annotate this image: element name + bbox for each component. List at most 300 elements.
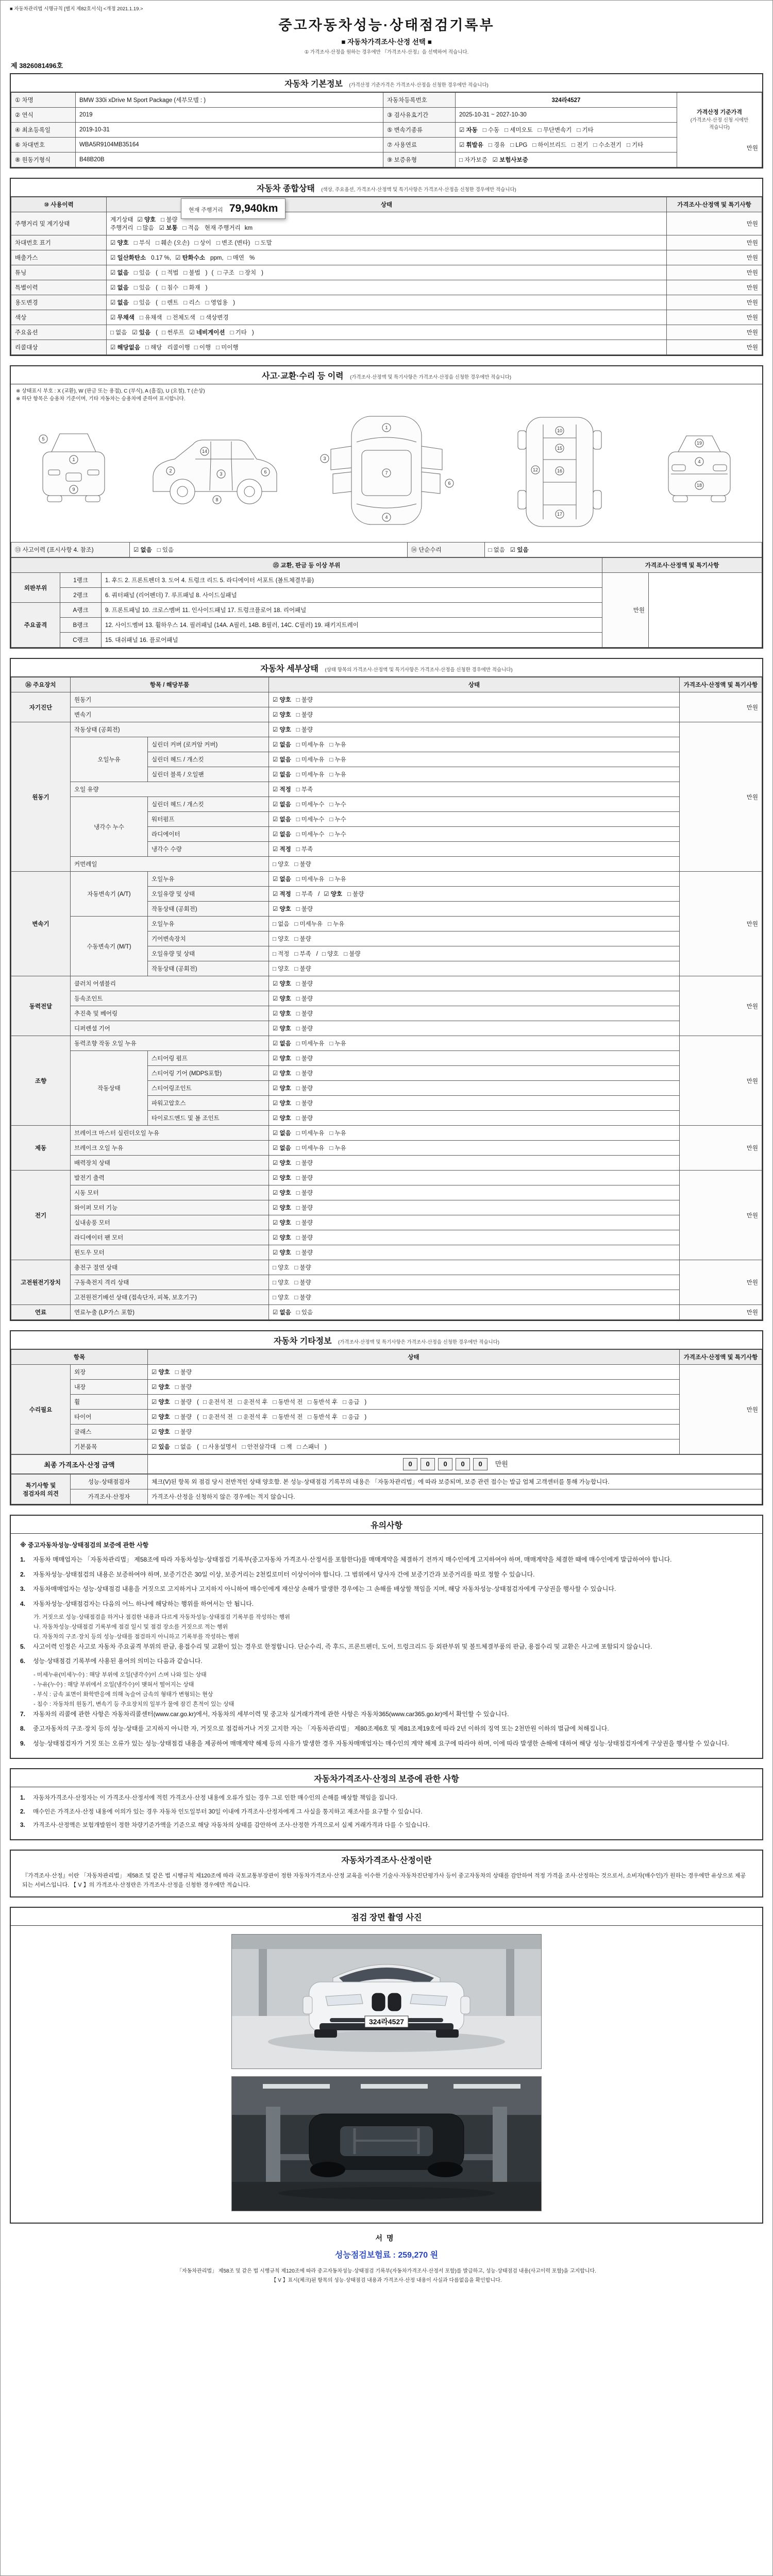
table-row [11,1489,762,1504]
checkbox-checked[interactable]: ☑ 없음 [273,1310,291,1316]
checkbox-unchecked[interactable]: □ 불량 [294,1295,311,1301]
table-row [11,917,762,931]
checkbox-unchecked[interactable]: □ 많음 [137,225,154,231]
table-row [11,1475,762,1489]
checkbox-checked[interactable]: ☑ 있음 [152,1444,170,1450]
opinion-label: 특기사항 및 점검자의 의견 [11,1475,71,1504]
checkbox-unchecked[interactable]: □ 불량 [344,951,361,957]
checkbox-checked[interactable]: ☑ 양호 [273,1115,291,1122]
checkbox-unchecked[interactable]: □ 있음 [133,285,151,291]
checkbox-checked[interactable]: ☑ 양호 [273,697,291,703]
first-reg-value: 2019-10-31 [76,123,383,138]
section-definition [10,1850,763,1897]
checkbox-unchecked[interactable]: □ 해당 [145,345,162,351]
checkbox-unchecked[interactable]: □ 미이행 [216,345,239,351]
checkbox-unchecked[interactable]: □ 미세누유 [296,772,325,778]
checkbox-checked[interactable]: ☑ 양호 [273,1100,291,1107]
notice-list [20,1554,753,1749]
notice-item-text: 성능·상태점검 기록부에 사용된 용어의 의미는 다음과 같습니다. [33,1657,203,1665]
checkbox-unchecked[interactable]: □ 세미오토 [505,127,533,133]
table-header-row [11,1350,762,1365]
checkbox-unchecked[interactable]: □ 미세누유 [296,876,325,883]
checkbox-unchecked[interactable]: □ 경유 [488,142,506,148]
checkbox-checked[interactable]: ☑ 없음 [273,1130,291,1137]
checkbox-checked[interactable]: ☑ 보통 [159,225,178,231]
checkbox-unchecked[interactable]: □ 불량 [294,1265,311,1271]
exchange-parts-table [11,557,762,648]
table-row [11,138,762,152]
checkbox-checked[interactable]: ☑ 양호 [273,1086,291,1092]
state-cell [107,325,667,340]
checkbox-unchecked[interactable]: □ 운전석 전 [203,1414,233,1420]
device-item: 윈도우 모터 [71,1245,269,1260]
checkbox-unchecked[interactable]: □ 장치 [239,270,257,276]
checkbox-unchecked[interactable]: □ 미세누유 [294,921,323,927]
checkbox-unchecked[interactable]: □ 누유 [329,1130,346,1137]
odometer-popup-value: 79,940km [229,202,278,214]
checkbox-unchecked[interactable]: □ 불량 [296,1011,313,1017]
checkbox-unchecked[interactable]: □ 불량 [175,1429,192,1435]
checkbox-unchecked[interactable]: □ 부족 [296,787,313,793]
notice-item [20,1554,753,1565]
svg-text:14: 14 [201,449,207,454]
checkbox-checked[interactable]: ☑ 양호 [152,1414,170,1420]
checkbox-unchecked[interactable]: □ 불량 [296,1250,313,1256]
checkbox-unchecked[interactable]: □ 양호 [273,1295,290,1301]
checkbox-checked[interactable]: ☑ 자동 [459,127,478,133]
checkbox-unchecked[interactable]: □ 불량 [296,1220,313,1226]
checkbox-checked[interactable]: ☑ 양호 [152,1369,170,1376]
checkbox-checked[interactable]: ☑ 양호 [273,1205,291,1211]
checkbox-checked[interactable]: ☑ 양호 [273,727,291,733]
detail-state-body [11,692,762,1320]
price-digit: 0 [421,1458,435,1470]
checkbox-unchecked[interactable]: □ 상이 [194,240,211,246]
checkbox-unchecked[interactable]: □ 누유 [329,757,346,763]
state-cell [107,295,667,310]
fuel-label: ⑦ 사용연료 [383,138,456,152]
checkbox-unchecked[interactable]: □ 미세누유 [296,1145,325,1151]
checkbox-unchecked[interactable]: □ 화재 [183,285,200,291]
checkbox-checked[interactable]: ☑ 양호 [152,1399,170,1405]
checkbox-unchecked[interactable]: □ 동반석 전 [273,1399,303,1405]
checkbox-unchecked[interactable]: □ 양호 [273,861,290,868]
checkbox-checked[interactable]: ☑ 없음 [273,1145,291,1151]
checkbox-checked[interactable]: ☑ 양호 [273,981,291,987]
checkbox-checked[interactable]: ☑ 있음 [132,330,151,336]
checkbox-unchecked[interactable]: □ 누수 [329,802,346,808]
footer-line-1: 「자동차관리법」 제58조 및 같은 법 시행규칙 제120조에 따라 중고자동차성능·상태점검 기록부(자동차가격조사·산정서 포함)를 발급하고, 성능·상태점검 내용(사고이력 포함)을 고지합니다. [177,2268,596,2274]
device-item: 스티어링 펌프 [148,1051,269,1066]
checkbox-unchecked[interactable]: □ 없음 [273,921,290,927]
checkbox-unchecked[interactable]: □ 불량 [347,891,364,897]
checkbox-unchecked[interactable]: □ 불량 [161,217,178,223]
checkbox-unchecked[interactable]: □ 기타 [577,127,594,133]
checkbox-unchecked[interactable]: □ 색상변경 [200,315,229,321]
price-cell: 만원 [680,1260,762,1305]
price-cell: 만원 [680,722,762,872]
text-token: ( [156,270,158,276]
notice-item-sub: - 침수 : 자동차의 원동기, 변속기 등 주요장치의 일부가 물에 잠긴 흔적이 있는 상태 [33,1701,234,1708]
checkbox-unchecked[interactable]: □ 미세누유 [296,757,325,763]
checkbox-unchecked[interactable]: □ 양호 [273,966,290,972]
checkbox-checked[interactable]: ☑ 양호 [273,1235,291,1241]
checkbox-unchecked[interactable]: □ 수동 [482,127,500,133]
checkbox-unchecked[interactable]: □ 불량 [296,727,313,733]
checkbox-unchecked[interactable]: □ 불량 [296,1071,313,1077]
checkbox-checked[interactable]: ☑ 일산화탄소 [110,255,146,261]
exchange-parts-body [11,573,762,648]
opinion-who: 성능·상태점검자 [71,1475,148,1489]
checkbox-unchecked[interactable]: □ 부족 [296,846,313,853]
checkbox-unchecked[interactable]: □ 불량 [294,936,311,942]
checkbox-unchecked[interactable]: □ 불량 [296,981,313,987]
checkbox-unchecked[interactable]: □ 유채색 [139,315,162,321]
checkbox-unchecked[interactable]: □ 불량 [296,1175,313,1181]
checkbox-checked[interactable]: ☑ 양호 [273,1190,291,1196]
device-item: 워터펌프 [148,812,269,827]
legend-line-1: ※ 상태표시 부호 : X (교환), W (판금 또는 용접), C (부식), A (흠집), U (요철), T (손상) [16,388,205,394]
checkbox-unchecked[interactable]: □ 동반석 후 [308,1399,338,1405]
checkbox-checked[interactable]: ☑ 있음 [510,547,529,553]
state-cell [269,707,680,722]
opinion-text: 체크(V)된 항목 외 점검 당시 전반적인 상태 양호함. 본 성능·상태점검 기록부의 내용은 「자동차관리법」에 따라 보증되며, 보증 관련 접수는 발급 업체 고객센터를 통해 가능합니다. [148,1475,762,1489]
checkbox-checked[interactable]: ☑ 없음 [273,1041,291,1047]
checkbox-unchecked[interactable]: □ 불량 [296,1086,313,1092]
checkbox-unchecked[interactable]: □ 불량 [294,861,311,868]
notice-title: 유의사항 [11,1516,762,1534]
checkbox-unchecked[interactable]: □ 잭 [281,1444,292,1450]
checkbox-unchecked[interactable]: □ 양호 [273,1265,290,1271]
checkbox-unchecked[interactable]: □ 누유 [329,772,346,778]
checkbox-checked[interactable]: ☑ 없음 [273,817,291,823]
engine-label: ⑧ 원동기형식 [11,152,76,167]
doc-no-prefix: 제 [11,62,18,70]
state-cell [269,1096,680,1111]
checkbox-checked[interactable]: ☑ 무채색 [110,315,135,321]
state-cell [148,1380,680,1395]
device-item: 커먼레일 [71,857,269,872]
device-item: 작동상태 (공회전) [71,722,269,737]
checkbox-unchecked[interactable]: □ 부족 [294,951,311,957]
checkbox-unchecked[interactable]: □ 누유 [329,742,346,748]
checkbox-unchecked[interactable]: □ 미세누수 [296,802,325,808]
checkbox-unchecked[interactable]: □ 불량 [294,966,311,972]
checkbox-checked[interactable]: ☑ 양호 [273,1160,291,1166]
text-token: km [244,225,253,231]
state-cell [269,1081,680,1096]
checkbox-unchecked[interactable]: □ 미세누유 [296,742,325,748]
checkbox-checked[interactable]: ☑ 양호 [273,996,291,1002]
checkbox-unchecked[interactable]: □ 구조 [217,270,234,276]
checkbox-unchecked[interactable]: □ 양호 [273,1280,290,1286]
checkbox-unchecked[interactable]: □ 누수 [329,832,346,838]
price-cell: 만원 [680,1171,762,1260]
checkbox-checked[interactable]: ☑ 적정 [273,891,291,897]
checkbox-checked[interactable]: ☑ 양호 [324,891,343,897]
checkbox-unchecked[interactable]: □ 썬루프 [161,330,184,336]
checkbox-checked[interactable]: ☑ 없음 [273,742,291,748]
year-value: 2019 [76,108,383,123]
checkbox-unchecked[interactable]: □ 불량 [175,1369,192,1376]
opinion-table [11,1474,762,1504]
guarantee-item-text: 매수인은 가격조사·산정 내용에 이의가 있는 경우 자동차 인도일부터 30일 이내에 가격조사·산정자에게 그 사실을 통지하고 재조사를 요구할 수 있습니다. [33,1808,423,1815]
device-item: 와이퍼 모터 기능 [71,1200,269,1215]
checkbox-unchecked[interactable]: □ 침수 [161,285,179,291]
doc-no-value: 3826081496 [19,62,57,70]
checkbox-unchecked[interactable]: □ 기타 [230,330,247,336]
notice-item [20,1723,753,1734]
state-cell [107,265,667,280]
device-item: 연료누출 (LP가스 포함) [71,1305,269,1320]
checkbox-unchecked[interactable]: □ 누유 [329,1041,346,1047]
checkbox-unchecked[interactable]: □ 불량 [296,1115,313,1122]
device-item: 실린더 블록 / 오일팬 [148,767,269,782]
checkbox-checked[interactable]: ☑ 보험사보증 [492,157,528,163]
checkbox-checked[interactable]: ☑ 양호 [152,1429,170,1435]
checkbox-unchecked[interactable]: □ 불법 [183,270,200,276]
checkbox-unchecked[interactable]: □ 훼손 (오손) [156,240,190,246]
checkbox-checked[interactable]: ☑ 양호 [273,1220,291,1226]
checkbox-unchecked[interactable]: □ 누수 [329,817,346,823]
odometer-popup-label: 현재 주행거리 [189,207,223,213]
state-cell [107,235,667,250]
checkbox-unchecked[interactable]: □ 스패너 [297,1444,320,1450]
checkbox-unchecked[interactable]: □ 적법 [161,270,179,276]
checkbox-unchecked[interactable]: □ 부족 [296,891,313,897]
checkbox-checked[interactable]: ☑ 없음 [273,772,291,778]
device-item: 시동 모터 [71,1185,269,1200]
checkbox-unchecked[interactable]: □ 응급 [343,1399,360,1405]
checkbox-unchecked[interactable]: □ 누유 [329,876,346,883]
table-row [11,1365,762,1380]
checkbox-unchecked[interactable]: □ 불량 [175,1384,192,1391]
checkbox-checked[interactable]: ☑ 적정 [273,846,291,853]
checkbox-unchecked[interactable]: □ 양호 [273,936,290,942]
table-row [11,123,762,138]
checkbox-unchecked[interactable]: □ 불량 [296,906,313,912]
price-cell: 만원 [667,340,762,355]
checkbox-unchecked[interactable]: □ 자가보증 [459,157,488,163]
checkbox-checked[interactable]: ☑ 해당없음 [110,345,140,351]
checkbox-checked[interactable]: ☑ 양호 [152,1384,170,1391]
checkbox-unchecked[interactable]: □ 적음 [182,225,199,231]
checkbox-unchecked[interactable]: □ 있음 [296,1310,313,1316]
simple-repair-label: ⑭ 단순수리 [407,543,484,557]
reg-no-value: 324라4527 [456,93,677,108]
table-row [11,1395,762,1410]
checkbox-unchecked[interactable]: □ 전체도색 [167,315,195,321]
footer-line-2: 【 V 】표시(체크)된 항목의 성능·상태점검 내용과 가격조사·산정 내용이 사실과 다름없음을 확인합니다. [271,2277,502,2283]
price-cell: 만원 [667,325,762,340]
checkbox-unchecked[interactable]: □ 있음 [133,270,151,276]
checkbox-unchecked[interactable]: □ 도말 [255,240,272,246]
checkbox-unchecked[interactable]: □ 불량 [296,1235,313,1241]
checkbox-checked[interactable]: ☑ 양호 [110,240,129,246]
checkbox-unchecked[interactable]: □ 미세누유 [296,1041,325,1047]
checkbox-unchecked[interactable]: □ 영업용 [205,300,228,306]
checkbox-checked[interactable]: ☑ 양호 [273,1011,291,1017]
device-group: 변속기 [11,872,71,976]
checkbox-unchecked[interactable]: □ 양호 [322,951,339,957]
checkbox-checked[interactable]: ☑ 없음 [273,757,291,763]
checkbox-checked[interactable]: ☑ 없음 [273,876,291,883]
checkbox-unchecked[interactable]: □ 수소전기 [593,142,621,148]
checkbox-checked[interactable]: ☑ 양호 [273,1175,291,1181]
svg-text:4: 4 [698,459,701,464]
checkbox-checked[interactable]: ☑ 없음 [110,300,129,306]
checkbox-checked[interactable]: ☑ 탄화수소 [175,255,206,261]
checkbox-checked[interactable]: ☑ 없음 [273,832,291,838]
inspection-value: 2025-10-31 ~ 2027-10-30 [456,108,677,123]
checkbox-unchecked[interactable]: □ 불량 [296,1056,313,1062]
checkbox-checked[interactable]: ☑ 양호 [273,906,291,912]
checkbox-unchecked[interactable]: □ 운전석 후 [238,1399,268,1405]
checkbox-unchecked[interactable]: □ 응급 [343,1414,360,1420]
checkbox-unchecked[interactable]: □ 기타 [626,142,644,148]
checkbox-unchecked[interactable]: □ 무단변속기 [537,127,572,133]
table-row [11,1410,762,1425]
checkbox-unchecked[interactable]: □ 하이브리드 [532,142,567,148]
checkbox-unchecked[interactable]: □ 전기 [572,142,589,148]
device-item: 발전기 출력 [71,1171,269,1185]
checkbox-unchecked[interactable]: □ LPG [510,142,528,148]
checkbox-unchecked[interactable]: □ 있음 [133,300,151,306]
part-items: 1. 후드 2. 프론트펜더 3. 도어 4. 트렁크 리드 5. 라디에이터 서포트 (볼트체결부품) [102,573,602,588]
page-title: 중고자동차성능·상태점검기록부 [278,18,495,33]
checkbox-unchecked[interactable]: □ 미세누유 [296,1130,325,1137]
checkbox-unchecked[interactable]: □ 없음 [488,547,505,553]
svg-text:16: 16 [557,468,563,473]
checkbox-unchecked[interactable]: □ 불량 [296,1190,313,1196]
text-token: 0.17 %, [151,255,172,261]
checkbox-unchecked[interactable]: □ 부식 [133,240,151,246]
checkbox-checked[interactable]: ☑ 없음 [273,802,291,808]
checkbox-unchecked[interactable]: □ 리스 [183,300,200,306]
use-history-label: 주행거리 및 계기상태 [11,212,107,235]
svg-text:3: 3 [220,471,223,477]
checkbox-unchecked[interactable]: □ 매연 [227,255,244,261]
price-cell: 만원 [667,295,762,310]
checkbox-unchecked[interactable]: □ 미세누수 [296,832,325,838]
checkbox-unchecked[interactable]: □ 없음 [175,1444,192,1450]
state-cell [269,782,680,797]
checkbox-unchecked[interactable]: □ 적정 [273,951,290,957]
checkbox-checked[interactable]: ☑ 적정 [273,787,291,793]
checkbox-unchecked[interactable]: □ 운전석 전 [203,1399,233,1405]
definition-title: 자동차가격조사·산정이란 [341,1856,432,1866]
checkbox-unchecked[interactable]: □ 사용설명서 [203,1444,237,1450]
final-price-table [11,1454,762,1474]
checkbox-checked[interactable]: ☑ 없음 [110,270,129,276]
checkbox-unchecked[interactable]: □ 렌트 [161,300,179,306]
checkbox-checked[interactable]: ☑ 네비게이션 [189,330,225,336]
checkbox-checked[interactable]: ☑ 양호 [273,1026,291,1032]
base-price-label: 가격산정 기준가격 [696,109,743,115]
checkbox-unchecked[interactable]: □ 누유 [329,1145,346,1151]
part-rank: C랭크 [60,633,102,648]
checkbox-unchecked[interactable]: □ 불량 [296,712,313,718]
checkbox-checked[interactable]: ☑ 양호 [137,217,156,223]
checkbox-unchecked[interactable]: □ 불량 [296,1205,313,1211]
photo-underbody-image [232,2077,541,2211]
use-history-label: 튜닝 [11,265,107,280]
checkbox-unchecked[interactable]: □ 동반석 전 [273,1414,303,1420]
checkbox-checked[interactable]: ☑ 양호 [273,1250,291,1256]
table-row [11,692,762,707]
checkbox-unchecked[interactable]: □ 미세누수 [296,817,325,823]
table-row [11,1439,762,1454]
device-subgroup: 수동변속기 (M/T) [71,917,148,976]
state-cell [269,1006,680,1021]
price-cell: 만원 [680,1126,762,1171]
table-row [11,325,762,340]
checkbox-unchecked[interactable]: □ 없음 [110,330,127,336]
checkbox-checked[interactable]: ☑ 휘발유 [459,142,483,148]
checkbox-unchecked[interactable]: □ 불량 [294,1280,311,1286]
table-row [11,722,762,737]
col-price: 가격조사·산정액 및 특기사항 [602,558,762,573]
state-cell [269,842,680,857]
etc-group: 수리필요 [11,1365,71,1454]
checkbox-unchecked[interactable]: □ 안전삼각대 [242,1444,276,1450]
svg-text:6: 6 [448,481,451,486]
base-price-note: (가격조사·산정 신청 시에만 적습니다) [690,117,749,130]
state-cell [269,1126,680,1141]
checkbox-unchecked[interactable]: □ 이행 [194,345,211,351]
checkbox-unchecked[interactable]: □ 불량 [296,996,313,1002]
checkbox-checked[interactable]: ☑ 없음 [133,547,152,553]
notice-body [11,1534,762,1758]
device-subgroup: 냉각수 누수 [71,797,148,857]
state-mark-legend [11,384,762,404]
text-token: % [249,255,255,261]
checkbox-unchecked[interactable]: □ 불량 [296,1160,313,1166]
checkbox-unchecked[interactable]: □ 있음 [157,547,174,553]
guarantee-item [20,1793,753,1803]
checkbox-checked[interactable]: ☑ 양호 [273,1071,291,1077]
overall-state-table [11,197,762,355]
checkbox-unchecked[interactable]: □ 누유 [327,921,345,927]
section-title-text: 자동차 기본정보 [284,80,343,89]
device-item: 원동기 [71,692,269,707]
etc-item-label: 휠 [71,1395,148,1410]
checkbox-unchecked[interactable]: □ 불량 [175,1414,192,1420]
state-cell [269,1200,680,1215]
checkbox-unchecked[interactable]: □ 불량 [296,697,313,703]
etc-item-label: 타이어 [71,1410,148,1425]
signature-area [10,2233,763,2283]
checkbox-unchecked[interactable]: □ 운전석 후 [238,1414,268,1420]
state-cell [269,1171,680,1185]
state-cell [269,1230,680,1245]
text-token: ppm, [210,255,224,261]
checkbox-unchecked[interactable]: □ 동반석 후 [308,1414,338,1420]
checkbox-checked[interactable]: ☑ 없음 [110,285,129,291]
checkbox-checked[interactable]: ☑ 양호 [273,1056,291,1062]
car-rear-diagram [650,408,748,537]
checkbox-checked[interactable]: ☑ 양호 [273,712,291,718]
checkbox-unchecked[interactable]: □ 변조 (변타) [216,240,250,246]
device-item: 스티어링조인트 [148,1081,269,1096]
checkbox-unchecked[interactable]: □ 불량 [296,1026,313,1032]
section-accident-history [10,365,763,649]
checkbox-unchecked[interactable]: □ 불량 [175,1399,192,1405]
table-row [11,1185,762,1200]
state-cell [269,1141,680,1156]
checkbox-unchecked[interactable]: □ 불량 [296,1100,313,1107]
notice-item [20,1709,753,1719]
